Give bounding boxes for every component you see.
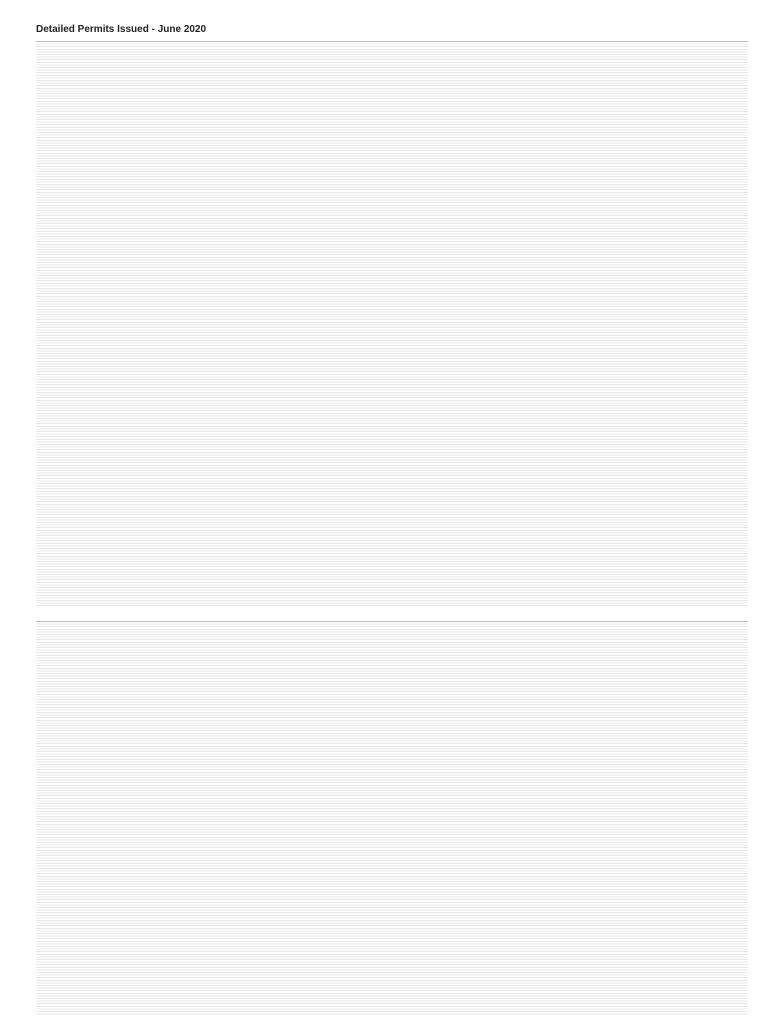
page-title: Detailed Permits Issued - June 2020 (36, 24, 207, 35)
table-body (36, 42, 748, 606)
table-body (36, 622, 748, 1016)
permits-table-upper (36, 36, 748, 606)
permits-table-lower (36, 616, 748, 1016)
